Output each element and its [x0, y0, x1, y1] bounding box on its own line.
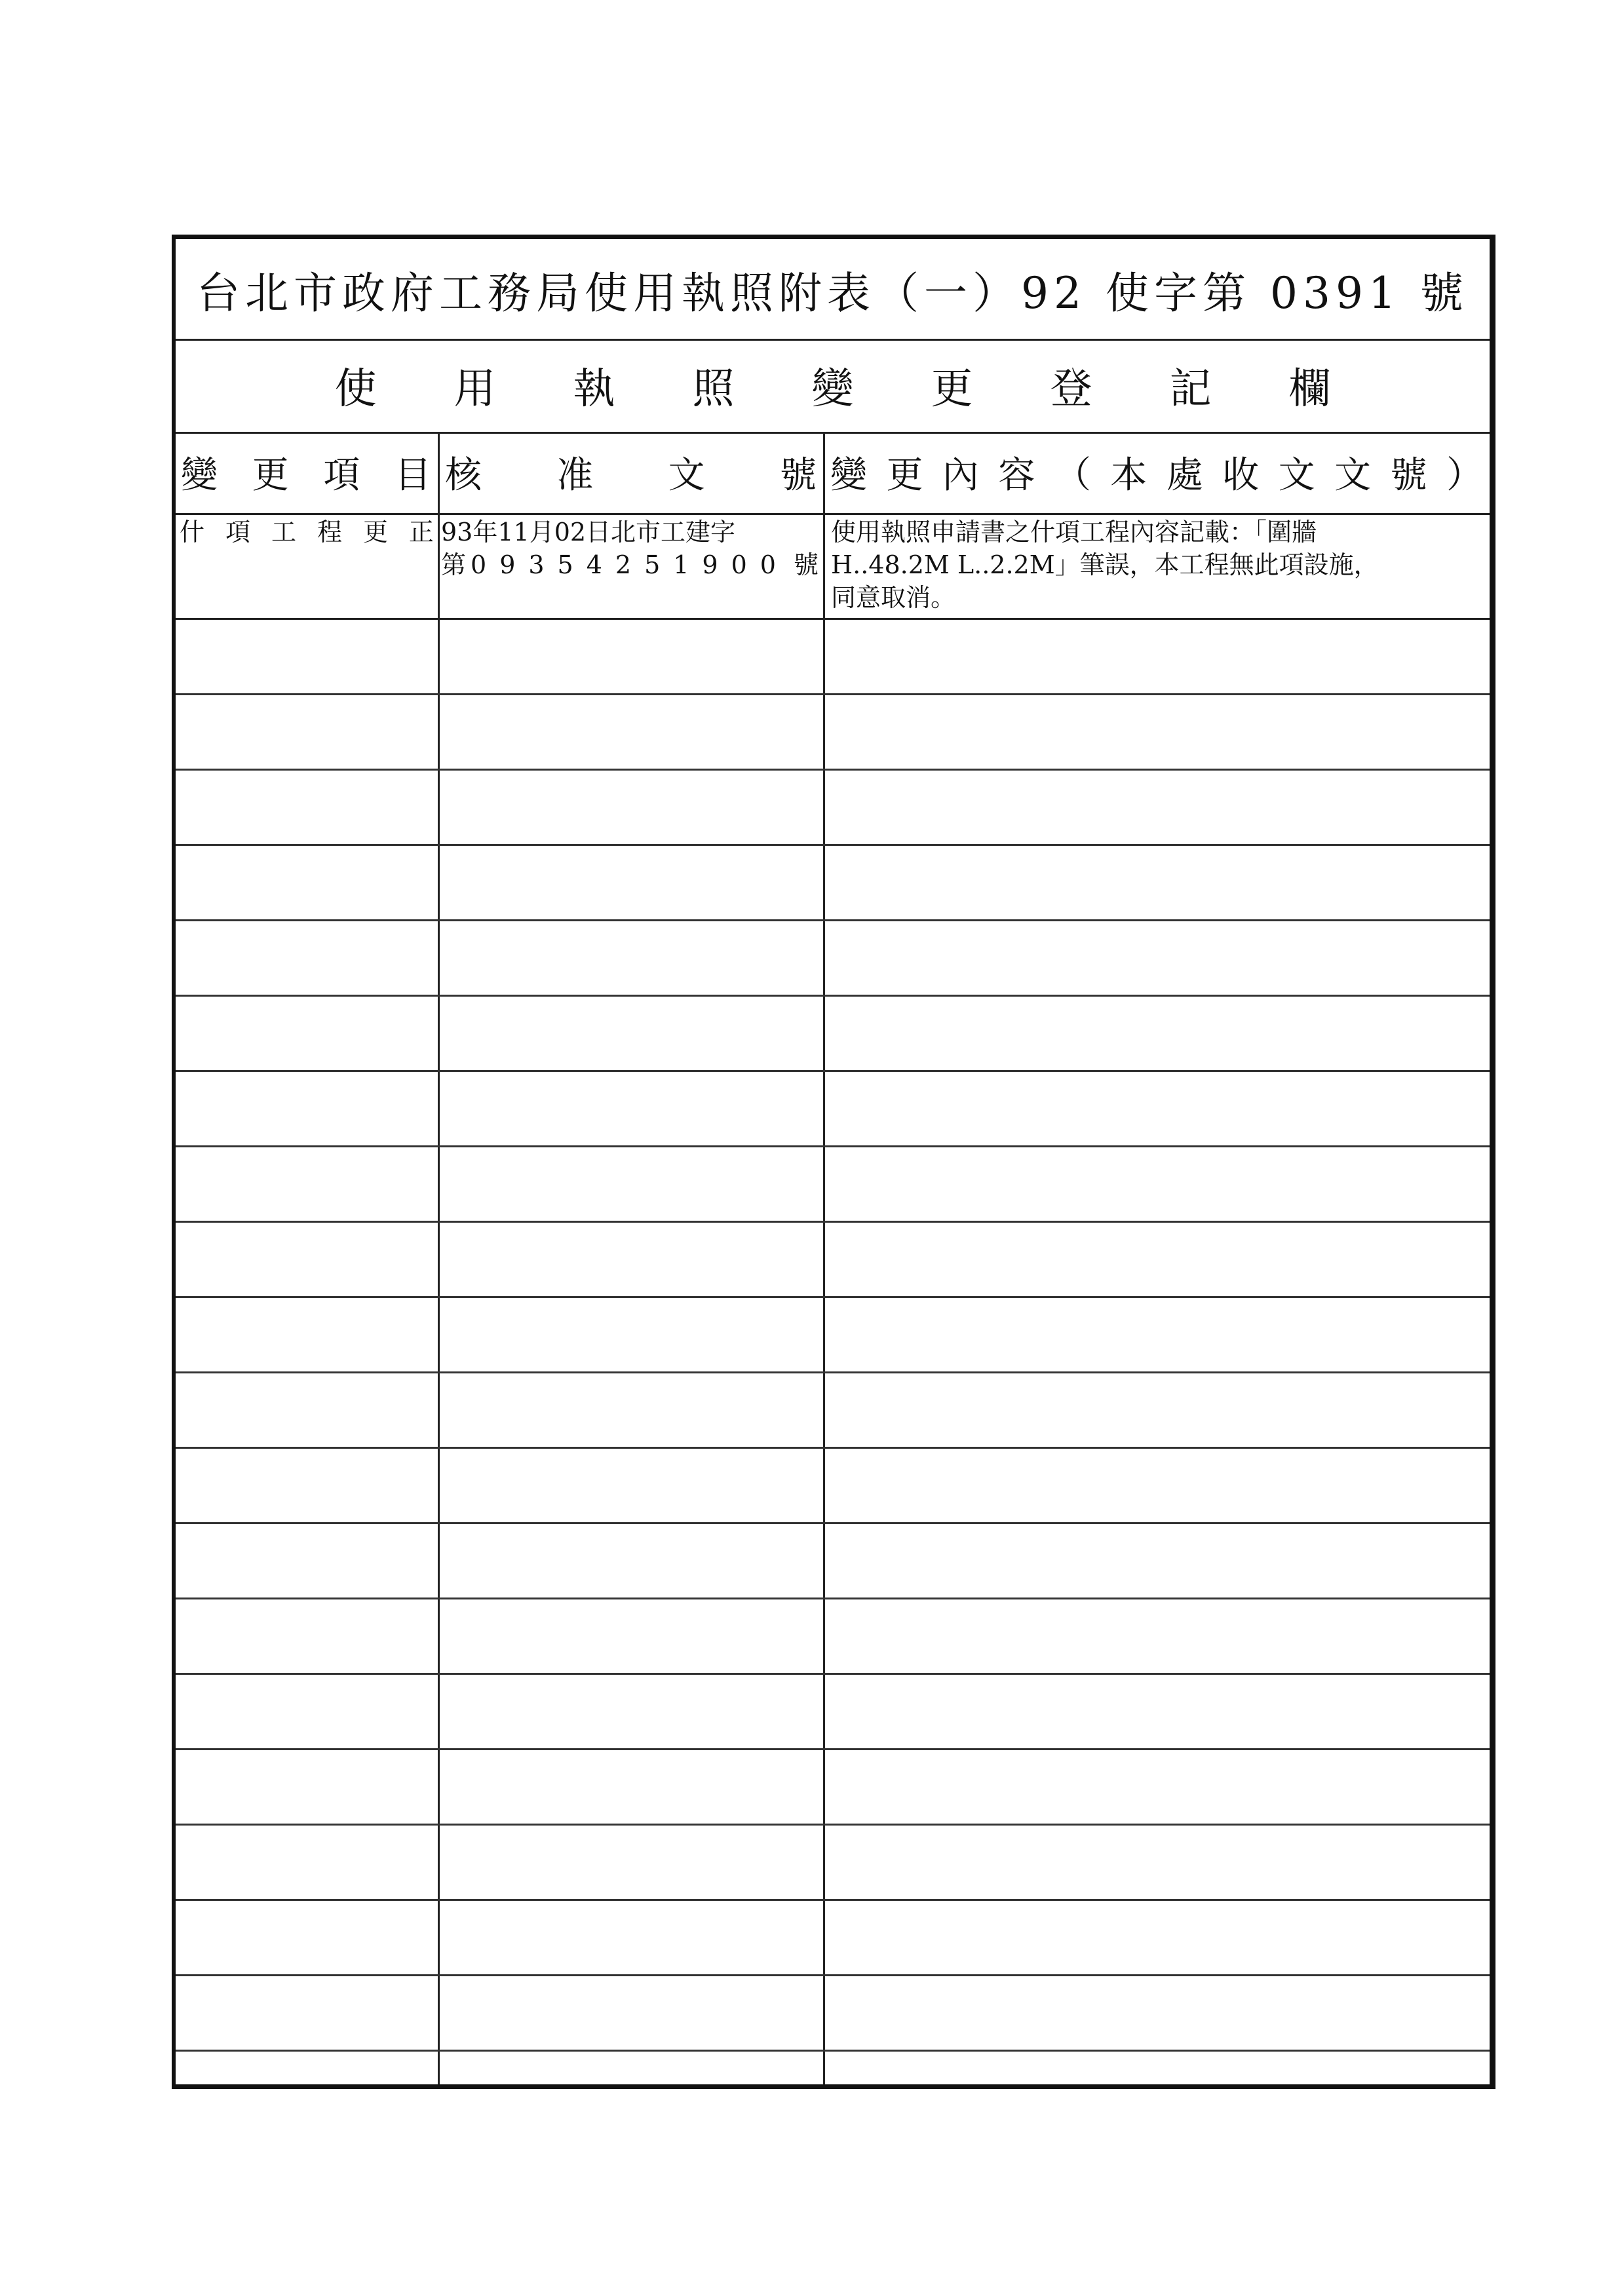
content-line-3: 同意取消。: [831, 583, 956, 612]
header-approval-number: 核 准 文 號: [445, 454, 817, 497]
table-header-row: [176, 432, 1490, 515]
usage-license-change-form: [172, 235, 1495, 2089]
form-title: 台北市政府工務局使用執照附表（一）92 使字第 0391 號: [176, 239, 1490, 341]
empty-table-row: [176, 1221, 1490, 1298]
approval-date-line: 93年11月02日北市工建字: [441, 518, 736, 546]
empty-table-row: [176, 1522, 1490, 1599]
empty-table-row: [176, 693, 1490, 771]
form-subtitle: [176, 339, 1490, 434]
empty-table-row: [176, 1070, 1490, 1147]
empty-table-row: [176, 1371, 1490, 1449]
empty-table-row: [176, 1296, 1490, 1373]
header-change-item: 變 更 項 目: [181, 454, 431, 497]
empty-table-row: [176, 1974, 1490, 2052]
empty-table-row: [176, 1598, 1490, 1675]
empty-table-row: [176, 618, 1490, 695]
empty-table-row: [176, 1748, 1490, 1826]
empty-table-row: [176, 2050, 1490, 2084]
content-line-1: 使用執照申請書之什項工程內容記載：「圍牆: [831, 518, 1317, 546]
empty-table-row: [176, 1824, 1490, 1901]
table-row: [176, 513, 1490, 620]
empty-table-row: [176, 919, 1490, 997]
empty-table-row: [176, 995, 1490, 1072]
empty-table-row: [176, 1673, 1490, 1750]
row-change-content: [827, 513, 1490, 618]
form-subtitle-text: 使用執照變更登記欄: [334, 365, 1408, 413]
row-change-item: 什 項 工 程 更 正: [180, 518, 434, 546]
empty-table-row: [176, 844, 1490, 921]
row-approval-number: [441, 513, 821, 618]
empty-table-row: [176, 1899, 1490, 1976]
empty-table-row: [176, 769, 1490, 846]
header-change-content: 變 更 內 容 （ 本 處 收 文 文 號 ）: [830, 454, 1483, 497]
empty-table-row: [176, 1145, 1490, 1223]
content-line-2: H..48.2M L..2.2M」筆誤，本工程無此項設施，: [831, 550, 1379, 579]
approval-number-line: 第 09354251900 號: [441, 550, 819, 579]
empty-table-row: [176, 1447, 1490, 1524]
